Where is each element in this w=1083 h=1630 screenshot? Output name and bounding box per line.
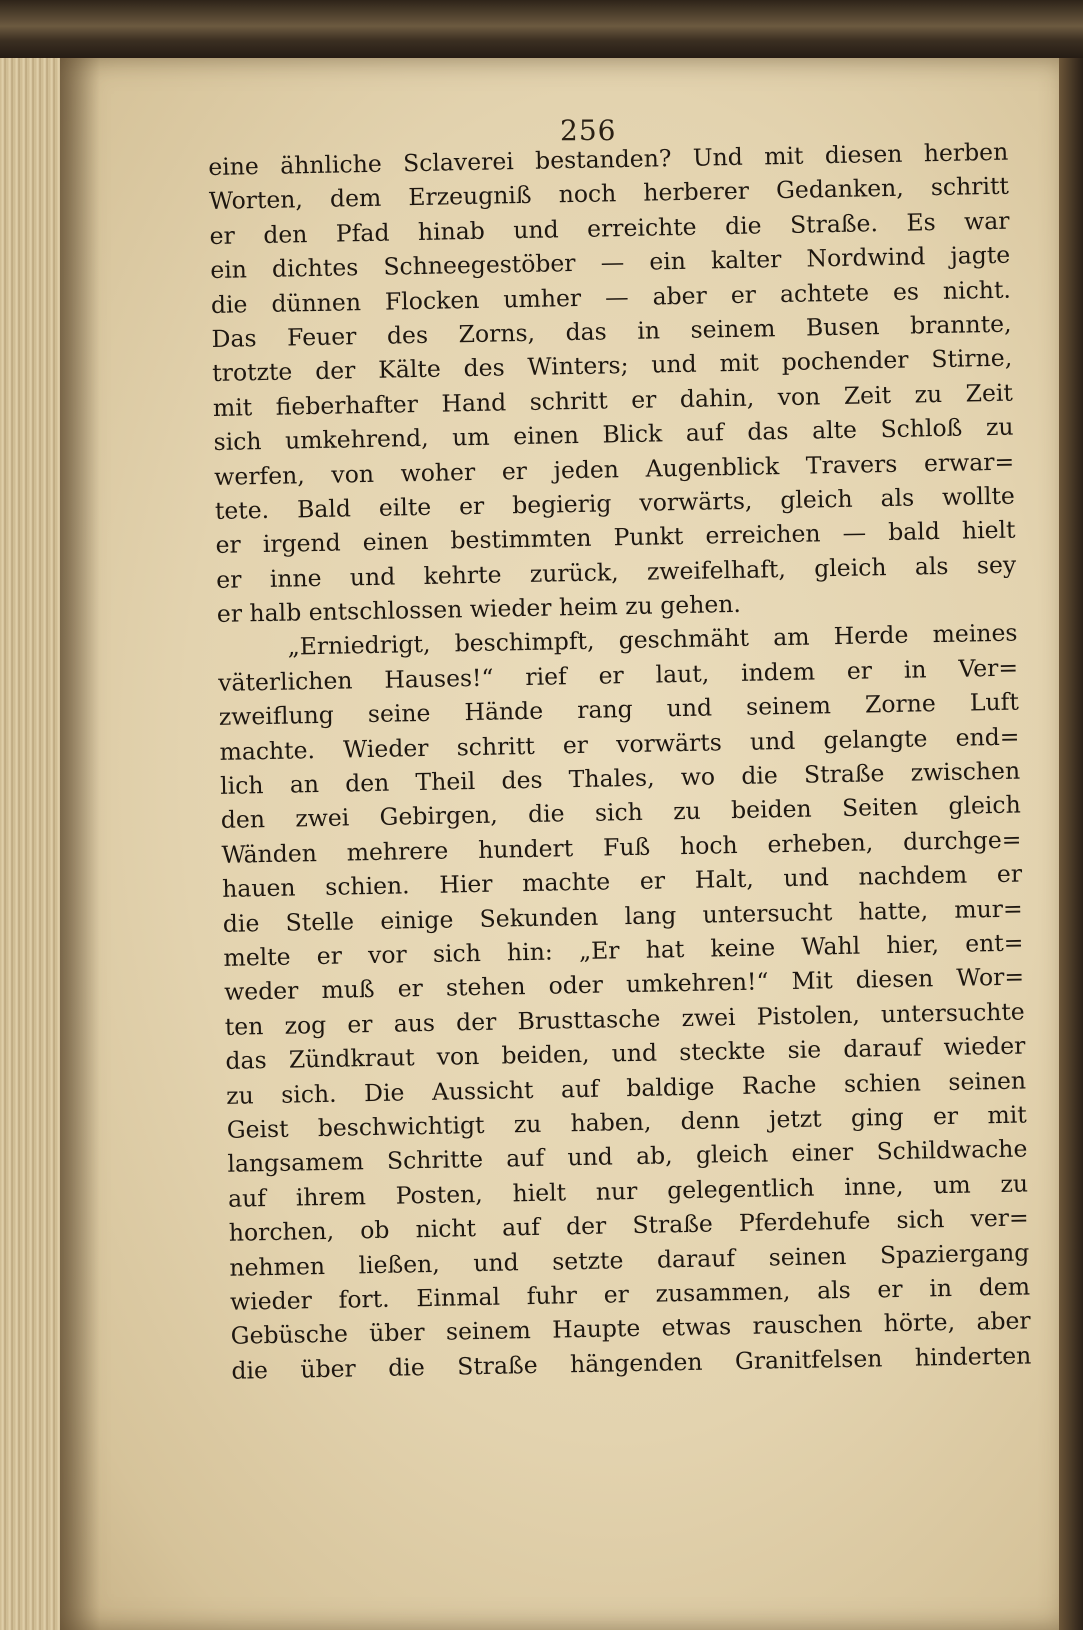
text-line: die dünnen Flocken umher — aber er achtete es nicht. bbox=[210, 275, 1012, 319]
text-line: zu sich. Die Aussicht auf baldige Rache schien seinen bbox=[225, 1066, 1027, 1110]
text-line: er inne und kehrte zurück, zweifelhaft, gleich als sey bbox=[215, 550, 1017, 594]
text-line: die über die Straße hängenden Granitfelsen hinderten bbox=[231, 1341, 1032, 1385]
text-line: tete. Bald eilte er begierig vorwärts, gleich als wollte bbox=[214, 481, 1016, 525]
text-line: hauen schien. Hier machte er Halt, und nachdem er bbox=[221, 859, 1023, 904]
text-line: die Stelle einige Sekunden lang untersucht hatte, mur= bbox=[222, 894, 1023, 938]
text-line: trotzte der Kälte des Winters; und mit pochender Stirne, bbox=[212, 343, 1013, 388]
book-top-edge bbox=[0, 0, 1083, 58]
text-line: lich an den Theil des Thales, wo die Straße zwischen bbox=[219, 756, 1021, 800]
text-line: auf ihrem Posten, hielt nur gelegentlich inne, um zu bbox=[227, 1169, 1029, 1213]
text-line: Wänden mehrere hundert Fuß hoch erheben, durchge= bbox=[221, 825, 1022, 869]
text-line: mit fieberhafter Hand schritt er dahin, von Zeit zu Zeit bbox=[212, 378, 1014, 422]
body-text bbox=[208, 135, 1032, 1388]
book-right-edge bbox=[1059, 58, 1083, 1630]
text-line: „Erniedrigt, beschimpft, geschmäht am Herde meines bbox=[287, 619, 1018, 662]
text-line: Geist beschwichtigt zu haben, denn jetzt ging er mit bbox=[226, 1100, 1027, 1144]
text-line: sich umkehrend, um einen Blick auf das alte Schloß zu bbox=[213, 412, 1014, 457]
text-line: Das Feuer des Zorns, das in seinem Busen brannte, bbox=[211, 309, 1012, 353]
text-line: er den Pfad hinab und erreichte die Straße. Es war bbox=[209, 206, 1010, 250]
text-line: nehmen ließen, und setzte darauf seinen Spaziergang bbox=[229, 1237, 1030, 1282]
text-line: väterlichen Hauses!“ rief er laut, indem er in Ver= bbox=[217, 653, 1019, 697]
text-line: ten zog er aus der Brusttasche zwei Pistolen, untersuchte bbox=[224, 997, 1025, 1041]
text-line: zweiflung seine Hände rang und seinem Zorne Luft bbox=[218, 687, 1020, 732]
text-line: er halb entschlossen wieder heim zu gehen. bbox=[216, 589, 742, 628]
page-number: 256 bbox=[560, 114, 617, 147]
text-line: melte er vor sich hin: „Er hat keine Wahl hier, ent= bbox=[223, 928, 1024, 972]
spine-shadow bbox=[60, 58, 100, 1630]
text-line: den zwei Gebirgen, die sich zu beiden Seiten gleich bbox=[220, 790, 1021, 835]
text-line: eine ähnliche Sclaverei bestanden? Und mit diesen herben bbox=[208, 137, 1009, 181]
text-line: Worten, dem Erzeugniß noch herberer Gedanken, schritt bbox=[208, 172, 1010, 216]
text-line: horchen, ob nicht auf der Straße Pferdehufe sich ver= bbox=[228, 1203, 1029, 1247]
text-line: weder muß er stehen oder umkehren!“ Mit diesen Wor= bbox=[223, 962, 1025, 1007]
text-line: machte. Wieder schritt er vorwärts und gelangte end= bbox=[219, 722, 1020, 766]
text-line: langsamem Schritte auf und ab, gleich einer Schildwache bbox=[227, 1134, 1028, 1179]
text-line: wieder fort. Einmal fuhr er zusammen, als er in dem bbox=[229, 1272, 1031, 1316]
text-line: Gebüsche über seinem Haupte etwas rauschen hörte, aber bbox=[230, 1306, 1031, 1351]
text-line: das Zündkraut von beiden, und steckte sie darauf wieder bbox=[225, 1031, 1026, 1075]
text-line: ein dichtes Schneegestöber — ein kalter Nordwind jagte bbox=[210, 240, 1011, 285]
text-line: er irgend einen bestimmten Punkt erreichen — bald hielt bbox=[215, 515, 1016, 560]
text-line: werfen, von woher er jeden Augenblick Travers erwar= bbox=[213, 447, 1015, 491]
